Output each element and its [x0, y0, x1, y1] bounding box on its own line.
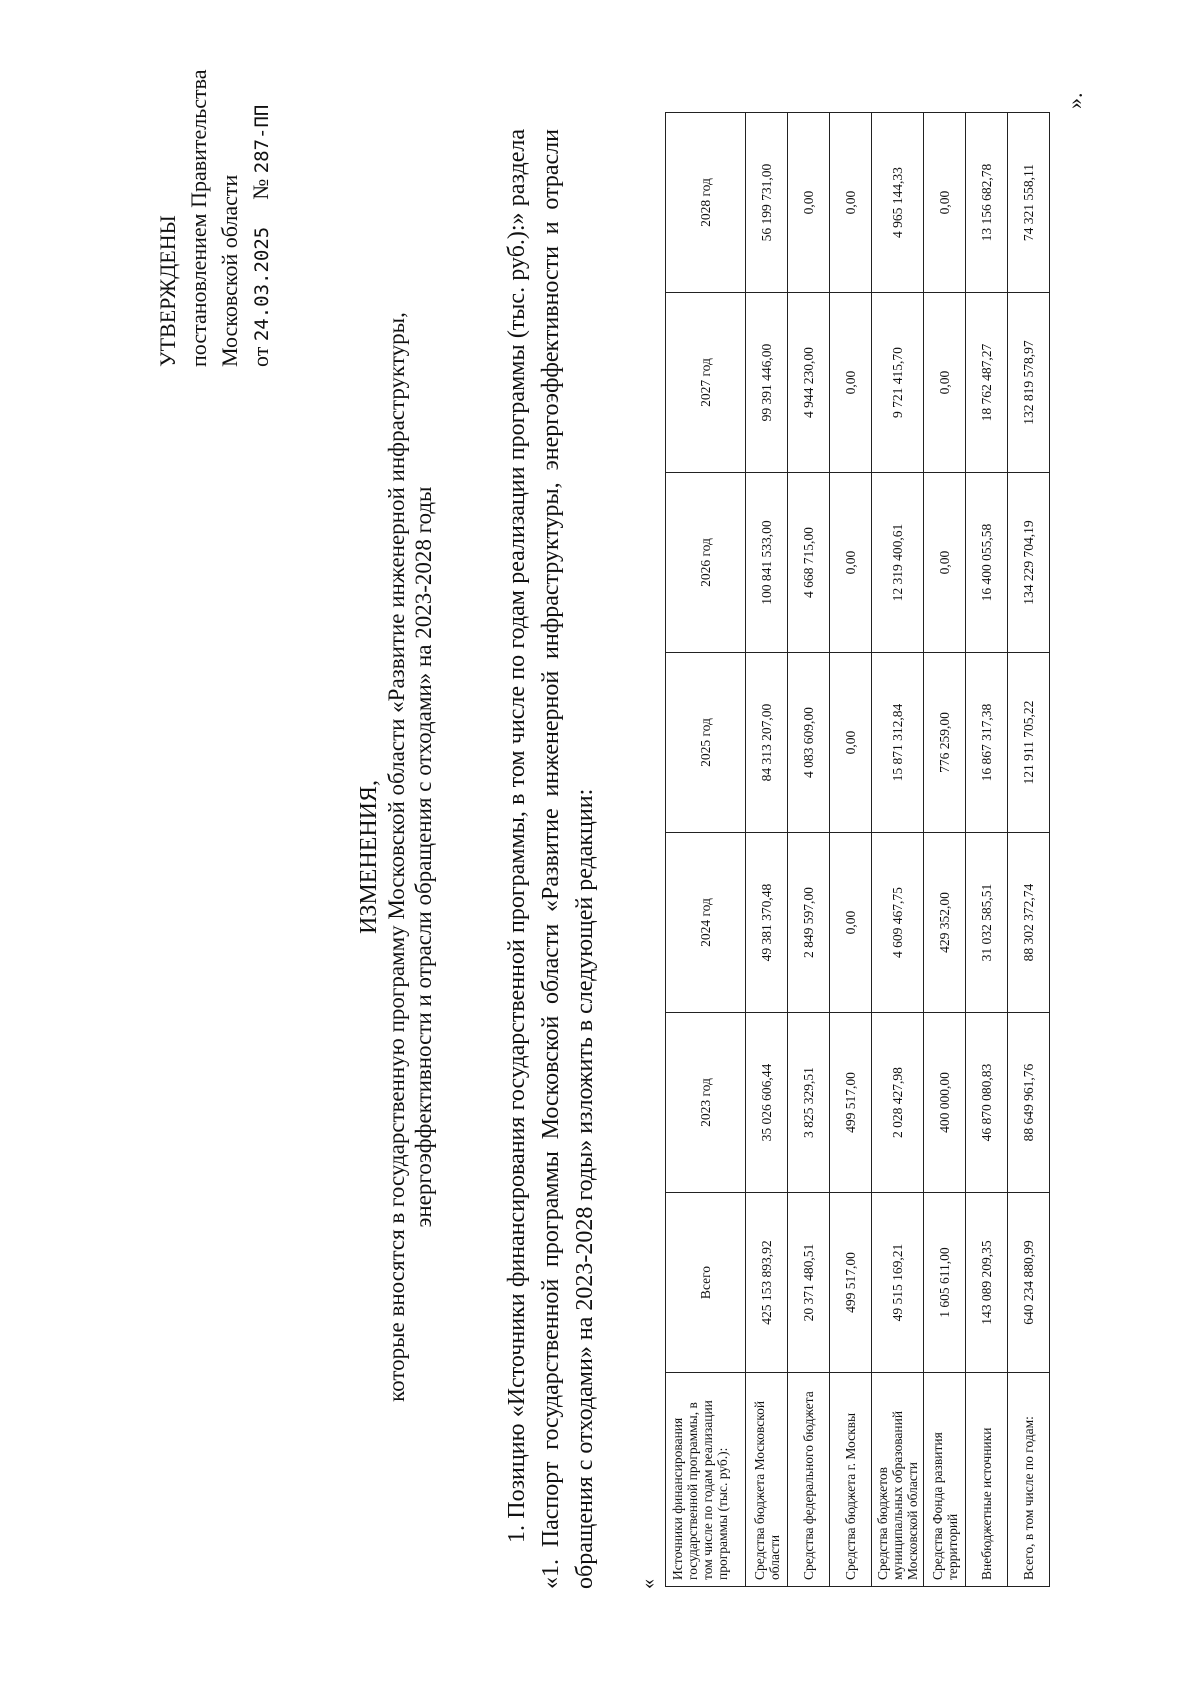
document-heading: ИЗМЕНЕНИЯ, — [356, 779, 382, 935]
table-header-row — [666, 113, 746, 1587]
cell-2023: 499 517,00 — [830, 1013, 872, 1193]
cell-2023: 35 026 606,44 — [746, 1013, 788, 1193]
cell-total: 49 515 169,21 — [872, 1193, 924, 1373]
cell-2027: 132 819 578,97 — [1008, 293, 1050, 473]
cell-total: 640 234 880,99 — [1008, 1193, 1050, 1373]
cell-2026: 100 841 533,00 — [746, 473, 788, 653]
column-header-2024: 2024 год — [666, 833, 746, 1013]
cell-2028: 13 156 682,78 — [966, 113, 1008, 293]
cell-2023: 3 825 329,51 — [788, 1013, 830, 1193]
cell-2026: 4 668 715,00 — [788, 473, 830, 653]
cell-2025: 0,00 — [830, 653, 872, 833]
cell-2025: 4 083 609,00 — [788, 653, 830, 833]
cell-2027: 99 391 446,00 — [746, 293, 788, 473]
approval-region: Московской области — [217, 174, 242, 367]
cell-2026: 16 400 055,58 — [966, 473, 1008, 653]
cell-total: 425 153 893,92 — [746, 1193, 788, 1373]
approval-title: УТВЕРЖДЕНЫ — [155, 215, 180, 367]
cell-2025: 121 911 705,22 — [1008, 653, 1050, 833]
cell-2027: 0,00 — [830, 293, 872, 473]
approval-date-prefix: от — [248, 346, 273, 367]
column-header-2023: 2023 год — [666, 1013, 746, 1193]
cell-2028: 0,00 — [924, 113, 966, 293]
row-source-label: Средства бюджета г. Москвы — [830, 1373, 872, 1587]
cell-2028: 56 199 731,00 — [746, 113, 788, 293]
row-source-label: Средства федерального бюджета — [788, 1373, 830, 1587]
cell-2028: 4 965 144,33 — [872, 113, 924, 293]
column-header-2025: 2025 год — [666, 653, 746, 833]
cell-2027: 0,00 — [924, 293, 966, 473]
close-quote-mark: ». — [1062, 92, 1087, 109]
cell-2023: 88 649 961,76 — [1008, 1013, 1050, 1193]
cell-2026: 0,00 — [830, 473, 872, 653]
table-row — [788, 113, 830, 1587]
table-row — [830, 113, 872, 1587]
cell-2024: 4 609 467,75 — [872, 833, 924, 1013]
table-row — [966, 113, 1008, 1587]
column-header-2028: 2028 год — [666, 113, 746, 293]
cell-2023: 2 028 427,98 — [872, 1013, 924, 1193]
row-source-label: Средства бюджетов муниципальных образований Московской области — [872, 1373, 924, 1587]
column-header-2027: 2027 год — [666, 293, 746, 473]
cell-2024: 0,00 — [830, 833, 872, 1013]
row-source-label: Внебюджетные источники — [966, 1373, 1008, 1587]
approval-date-line — [245, 69, 278, 367]
cell-2023: 46 870 080,83 — [966, 1013, 1008, 1193]
document-title-block — [356, 117, 437, 1597]
row-source-label: Средства бюджета Московской области — [746, 1373, 788, 1587]
amendment-paragraph-text: 1. Позицию «Источники финансирования государственной программы, в том числе по годам реализации программы (тыс. руб.):» раздела «1. Паспорт государственной программы Московской области «Развитие инженерной инфраструктуры, энергоэффективности и отрасли обращения с отходами» на 2023-2028 годы» изложить в следующей редакции: — [504, 129, 598, 1589]
cell-total: 20 371 480,51 — [788, 1193, 830, 1373]
approval-stamp-block — [152, 69, 278, 367]
cell-2025: 776 259,00 — [924, 653, 966, 833]
cell-2026: 134 229 704,19 — [1008, 473, 1050, 653]
cell-2027: 4 944 230,00 — [788, 293, 830, 473]
document-subheading-line2: энергоэффективности и отрасли обращения с отходами» на 2023-2028 годы — [411, 486, 436, 1228]
cell-2025: 15 871 312,84 — [872, 653, 924, 833]
row-source-label: Средства Фонда развития территорий — [924, 1373, 966, 1587]
column-header-sources: Источники финансирования государственной программы, в том числе по годам реализации программы (тыс. руб.): — [666, 1373, 746, 1587]
table-total-row — [1008, 113, 1050, 1587]
approval-date: 24.03.2025 — [251, 226, 273, 342]
cell-total: 143 089 209,35 — [966, 1193, 1008, 1373]
cell-2024: 2 849 597,00 — [788, 833, 830, 1013]
cell-2026: 12 319 400,61 — [872, 473, 924, 653]
table-row — [746, 113, 788, 1587]
table-row — [924, 113, 966, 1587]
cell-2024: 429 352,00 — [924, 833, 966, 1013]
cell-2028: 74 321 558,11 — [1008, 113, 1050, 293]
cell-2027: 18 762 487,27 — [966, 293, 1008, 473]
cell-total: 499 517,00 — [830, 1193, 872, 1373]
cell-2026: 0,00 — [924, 473, 966, 653]
cell-2025: 16 867 317,38 — [966, 653, 1008, 833]
cell-2028: 0,00 — [788, 113, 830, 293]
approval-number: 287-ПП — [251, 104, 273, 174]
open-quote-mark: « — [637, 1579, 659, 1589]
cell-total: 1 605 611,00 — [924, 1193, 966, 1373]
approval-number-sign: № — [248, 178, 273, 200]
document-subheading-line1: которые вносятся в государственную программу Московской области «Развитие инженерной инфраструктуры, — [384, 312, 409, 1402]
cell-2024: 31 032 585,51 — [966, 833, 1008, 1013]
cell-2024: 88 302 372,74 — [1008, 833, 1050, 1013]
cell-2028: 0,00 — [830, 113, 872, 293]
financing-table — [665, 112, 1050, 1587]
table-row — [872, 113, 924, 1587]
column-header-total: Всего — [666, 1193, 746, 1373]
approval-issuer: постановлением Правительства — [186, 69, 211, 367]
row-source-label: Всего, в том числе по годам: — [1008, 1373, 1050, 1587]
cell-2027: 9 721 415,70 — [872, 293, 924, 473]
cell-2024: 49 381 370,48 — [746, 833, 788, 1013]
amendment-paragraph — [500, 129, 602, 1589]
cell-2025: 84 313 207,00 — [746, 653, 788, 833]
cell-2023: 400 000,00 — [924, 1013, 966, 1193]
column-header-2026: 2026 год — [666, 473, 746, 653]
